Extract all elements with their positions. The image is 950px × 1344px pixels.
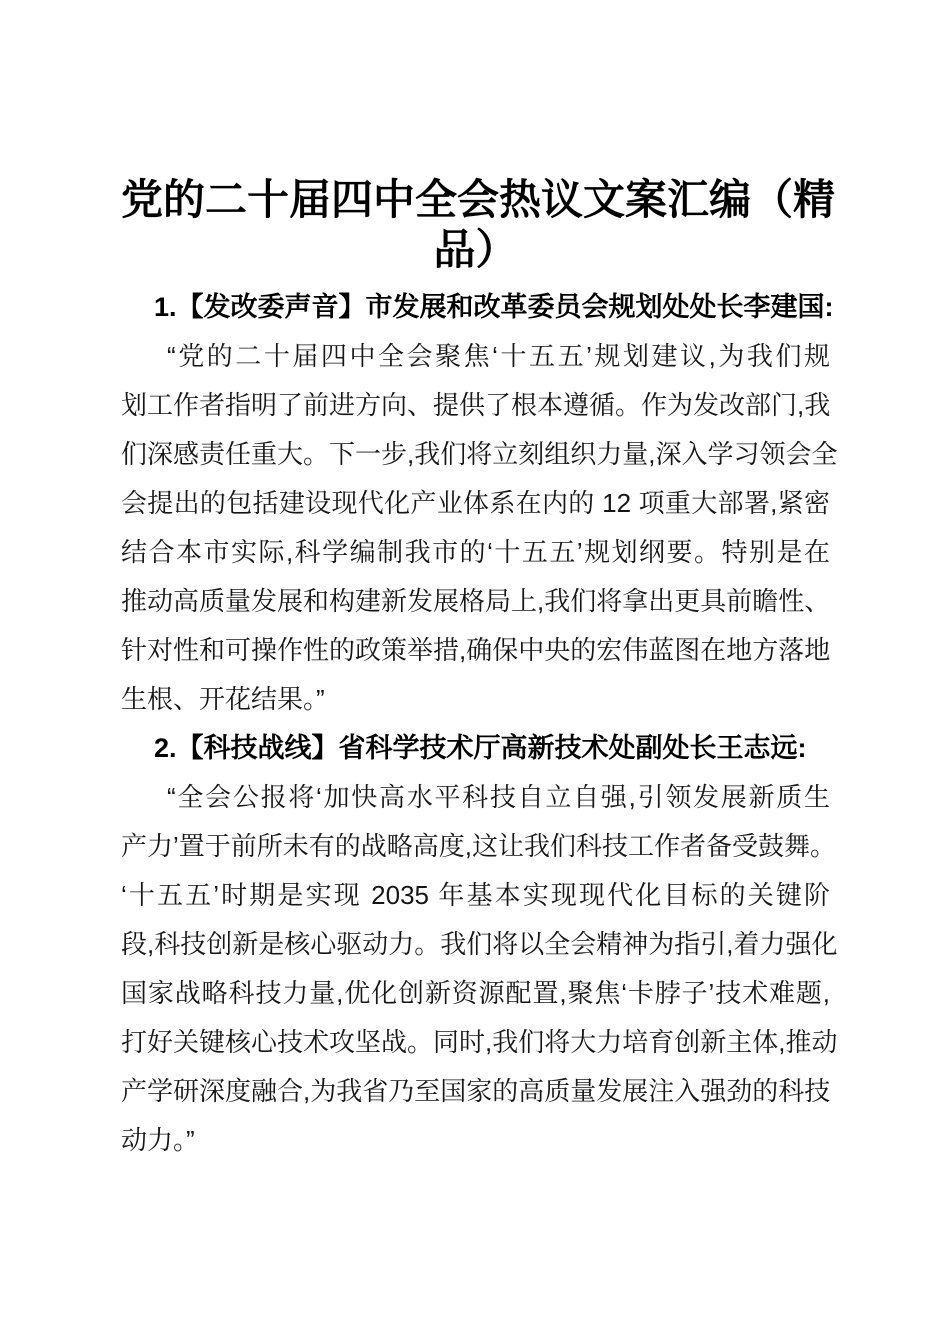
- section-2-paragraph-line: 国家战略科技力量,优化创新资源配置,聚焦‘卡脖子’技术难题,: [121, 978, 830, 1008]
- document-content: [121, 176, 838, 1165]
- section-1-paragraph-line: “党的二十届四中全会聚焦‘十五五’规划建议,为我们规: [167, 341, 830, 371]
- section-1-paragraph-line: 结合本市实际,科学编制我市的‘十五五’规划纲要。特别是在: [121, 537, 830, 567]
- section-1-paragraph-line: 推动高质量发展和构建新发展格局上,我们将拿出更具前瞻性、: [121, 586, 831, 616]
- section-2-paragraph-line: 产力’置于前所未有的战略高度,这让我们科技工作者备受鼓舞。: [121, 831, 837, 861]
- section-1-paragraph-line: 针对性和可操作性的政策举措,确保中央的宏伟蓝图在地方落地: [121, 635, 831, 665]
- section-2-paragraph-line: 产学研深度融合,为我省乃至国家的高质量发展注入强劲的科技: [121, 1076, 831, 1106]
- section-2-paragraph-line: ‘十五五’时期是实现 2035 年基本实现现代化目标的关键阶: [121, 880, 830, 910]
- section-2-paragraph-line: 动力。”: [121, 1125, 195, 1155]
- section-1-paragraph-line: 划工作者指明了前进方向、提供了根本遵循。作为发改部门,我: [121, 390, 831, 420]
- title-line-1: 党的二十届四中全会热议文案汇编（精: [121, 178, 836, 224]
- section-2-heading: 2.【科技战线】省科学技术厅高新技术处副处长王志远:: [154, 733, 807, 763]
- document-title: [121, 176, 836, 276]
- section-2-paragraph-line: “全会公报将‘加快高水平科技自立自强,引领发展新质生: [167, 782, 830, 812]
- section-1-paragraph-line: 们深感责任重大。下一步,我们将立刻组织力量,深入学习领会全: [121, 439, 838, 469]
- section-2-paragraph-line: 段,科技创新是核心驱动力。我们将以全会精神为指引,着力强化: [121, 929, 838, 959]
- section-1-paragraph-line: 生根、开花结果。”: [121, 684, 325, 714]
- title-line-2: 品）: [433, 228, 518, 274]
- document-body: [121, 283, 838, 1165]
- section-1-paragraph-line: 会提出的包括建设现代化产业体系在内的 12 项重大部署,紧密: [121, 488, 830, 518]
- section-2-paragraph-line: 打好关键核心技术攻坚战。同时,我们将大力培育创新主体,推动: [121, 1027, 838, 1057]
- section-1-heading: 1.【发改委声音】市发展和改革委员会规划处处长李建国:: [154, 292, 834, 322]
